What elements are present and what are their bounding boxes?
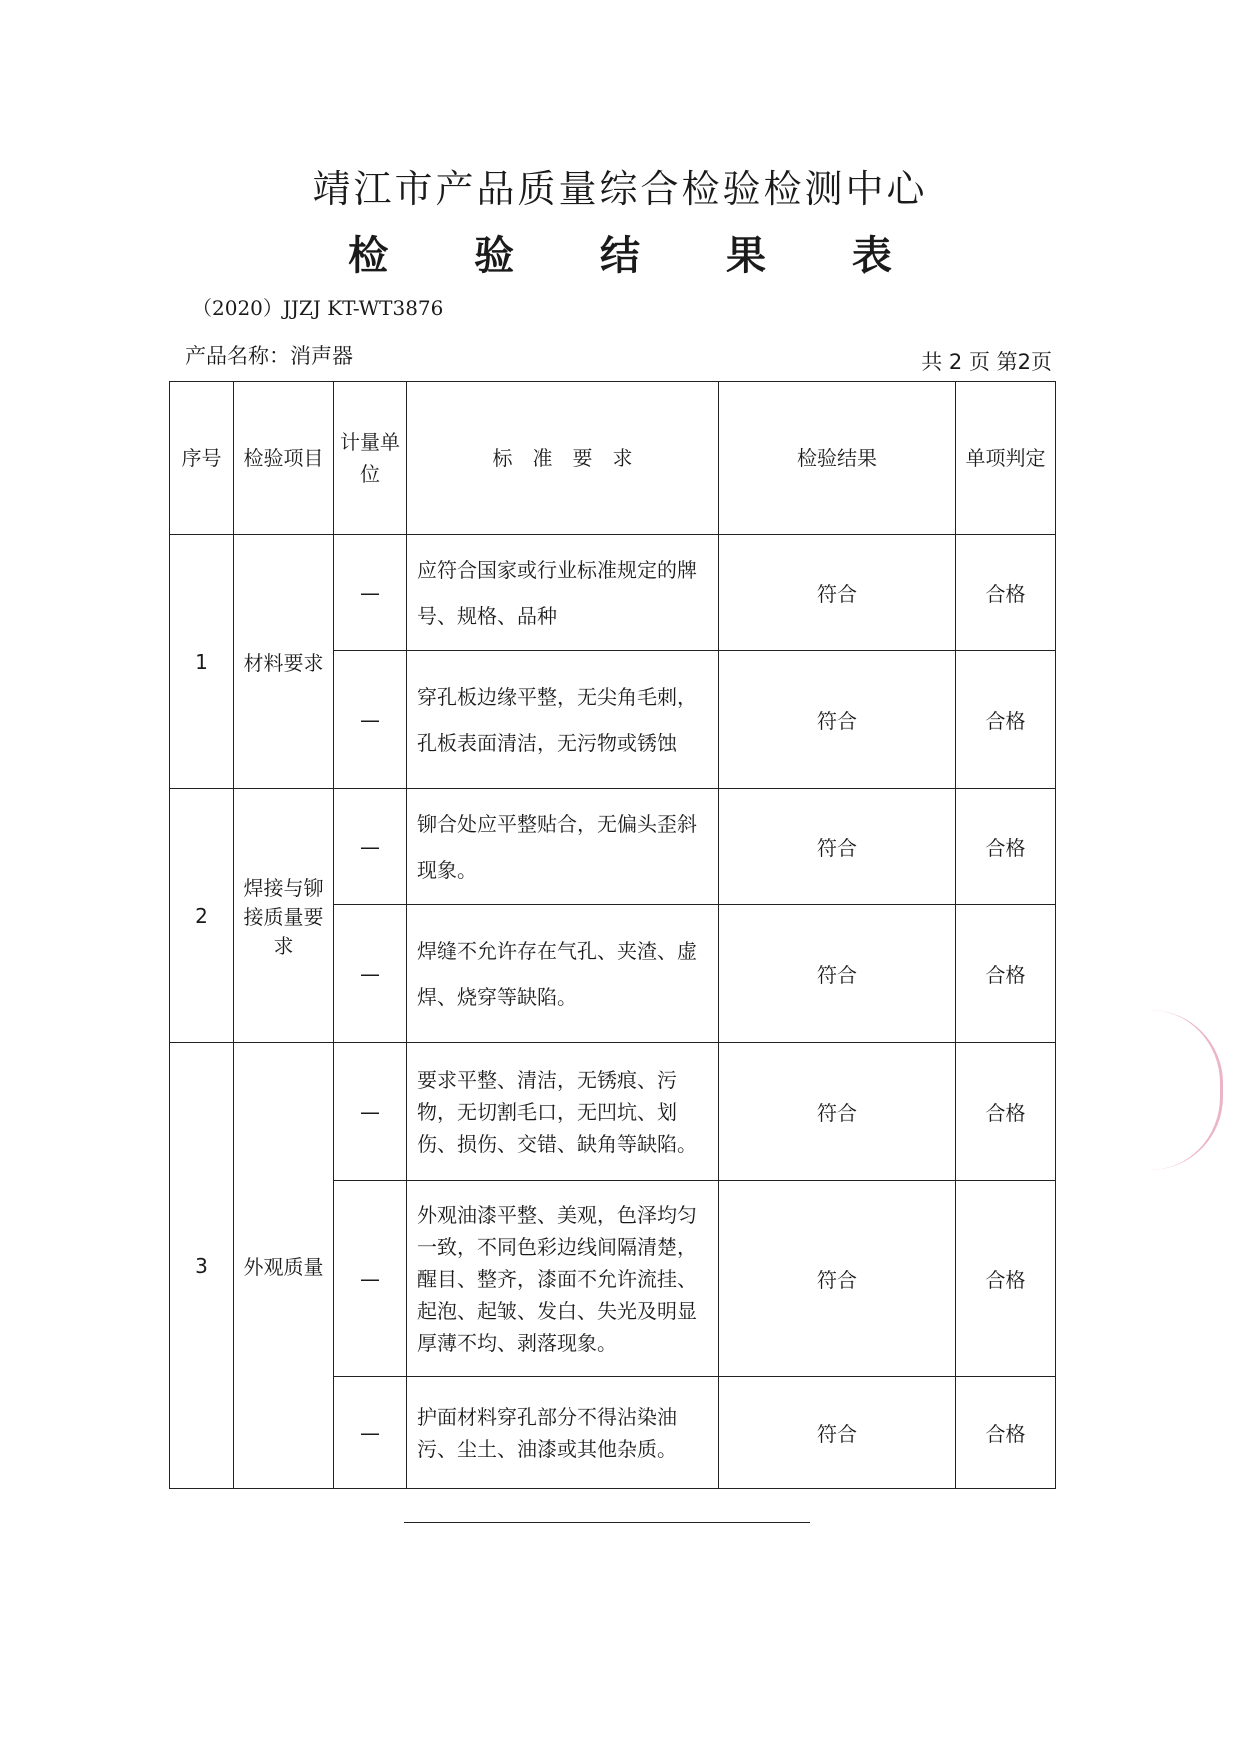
header-judgement: 单项判定 [956, 382, 1056, 535]
document-title [0, 224, 1240, 281]
title-char: 果 [725, 233, 766, 279]
judgement-cell: 合格 [956, 535, 1056, 651]
header-result: 检验结果 [719, 382, 956, 535]
result-cell: 符合 [719, 789, 956, 905]
item-cell: 外观质量 [234, 1043, 334, 1489]
result-cell: 符合 [719, 905, 956, 1043]
unit-cell: — [334, 1377, 407, 1489]
seq-cell: 2 [170, 789, 234, 1043]
result-cell: 符合 [719, 1377, 956, 1489]
result-cell: 符合 [719, 1181, 956, 1377]
standard-cell: 焊缝不允许存在气孔、夹渣、虚焊、烧穿等缺陷。 [407, 905, 719, 1043]
judgement-cell: 合格 [956, 1377, 1056, 1489]
seq-cell: 3 [170, 1043, 234, 1489]
result-cell: 符合 [719, 535, 956, 651]
table-header-row [170, 382, 1056, 535]
end-rule [404, 1522, 810, 1523]
judgement-cell: 合格 [956, 1181, 1056, 1377]
header-seq: 序号 [170, 382, 234, 535]
unit-cell: — [334, 905, 407, 1043]
header-unit: 计量单位 [334, 382, 407, 535]
judgement-cell: 合格 [956, 651, 1056, 789]
report-number: （2020）JJZJ KT-WT3876 [192, 296, 444, 320]
table-row [170, 535, 1056, 651]
standard-cell: 穿孔板边缘平整，无尖角毛刺，孔板表面清洁，无污物或锈蚀 [407, 651, 719, 789]
inspection-results-table [169, 381, 1056, 1489]
organization-name: 靖江市产品质量综合检验检测中心 [312, 167, 928, 211]
seq-cell: 1 [170, 535, 234, 789]
standard-cell: 要求平整、清洁，无锈痕、污物，无切割毛口，无凹坑、划伤、损伤、交错、缺角等缺陷。 [407, 1043, 719, 1181]
unit-cell: — [334, 1043, 407, 1181]
judgement-cell: 合格 [956, 1043, 1056, 1181]
standard-cell: 应符合国家或行业标准规定的牌号、规格、品种 [407, 535, 719, 651]
unit-cell: — [334, 789, 407, 905]
page-count: 共 2 页 第2页 [921, 350, 1052, 374]
title-char: 验 [474, 233, 515, 279]
title-char: 表 [851, 233, 892, 279]
standard-cell: 外观油漆平整、美观，色泽均匀一致，不同色彩边线间隔清楚，醒目、整齐，漆面不允许流挂、起泡、起皱、发白、失光及明显厚薄不均、剥落现象。 [407, 1181, 719, 1377]
table-row [170, 789, 1056, 905]
standard-cell: 护面材料穿孔部分不得沾染油污、尘土、油漆或其他杂质。 [407, 1377, 719, 1489]
result-cell: 符合 [719, 1043, 956, 1181]
title-char: 结 [600, 233, 640, 279]
table-row [170, 1043, 1056, 1181]
judgement-cell: 合格 [956, 905, 1056, 1043]
product-name: 产品名称：消声器 [185, 344, 353, 368]
title-char: 检 [348, 233, 389, 279]
result-cell: 符合 [719, 651, 956, 789]
header-standard: 标 准 要 求 [407, 382, 719, 535]
header-item: 检验项目 [234, 382, 334, 535]
standard-cell: 铆合处应平整贴合，无偏头歪斜现象。 [407, 789, 719, 905]
judgement-cell: 合格 [956, 789, 1056, 905]
unit-cell: — [334, 651, 407, 789]
unit-cell: — [334, 535, 407, 651]
item-cell: 材料要求 [234, 535, 334, 789]
item-cell: 焊接与铆接质量要求 [234, 789, 334, 1043]
unit-cell: — [334, 1181, 407, 1377]
seal-stamp-fragment [1150, 1010, 1223, 1170]
